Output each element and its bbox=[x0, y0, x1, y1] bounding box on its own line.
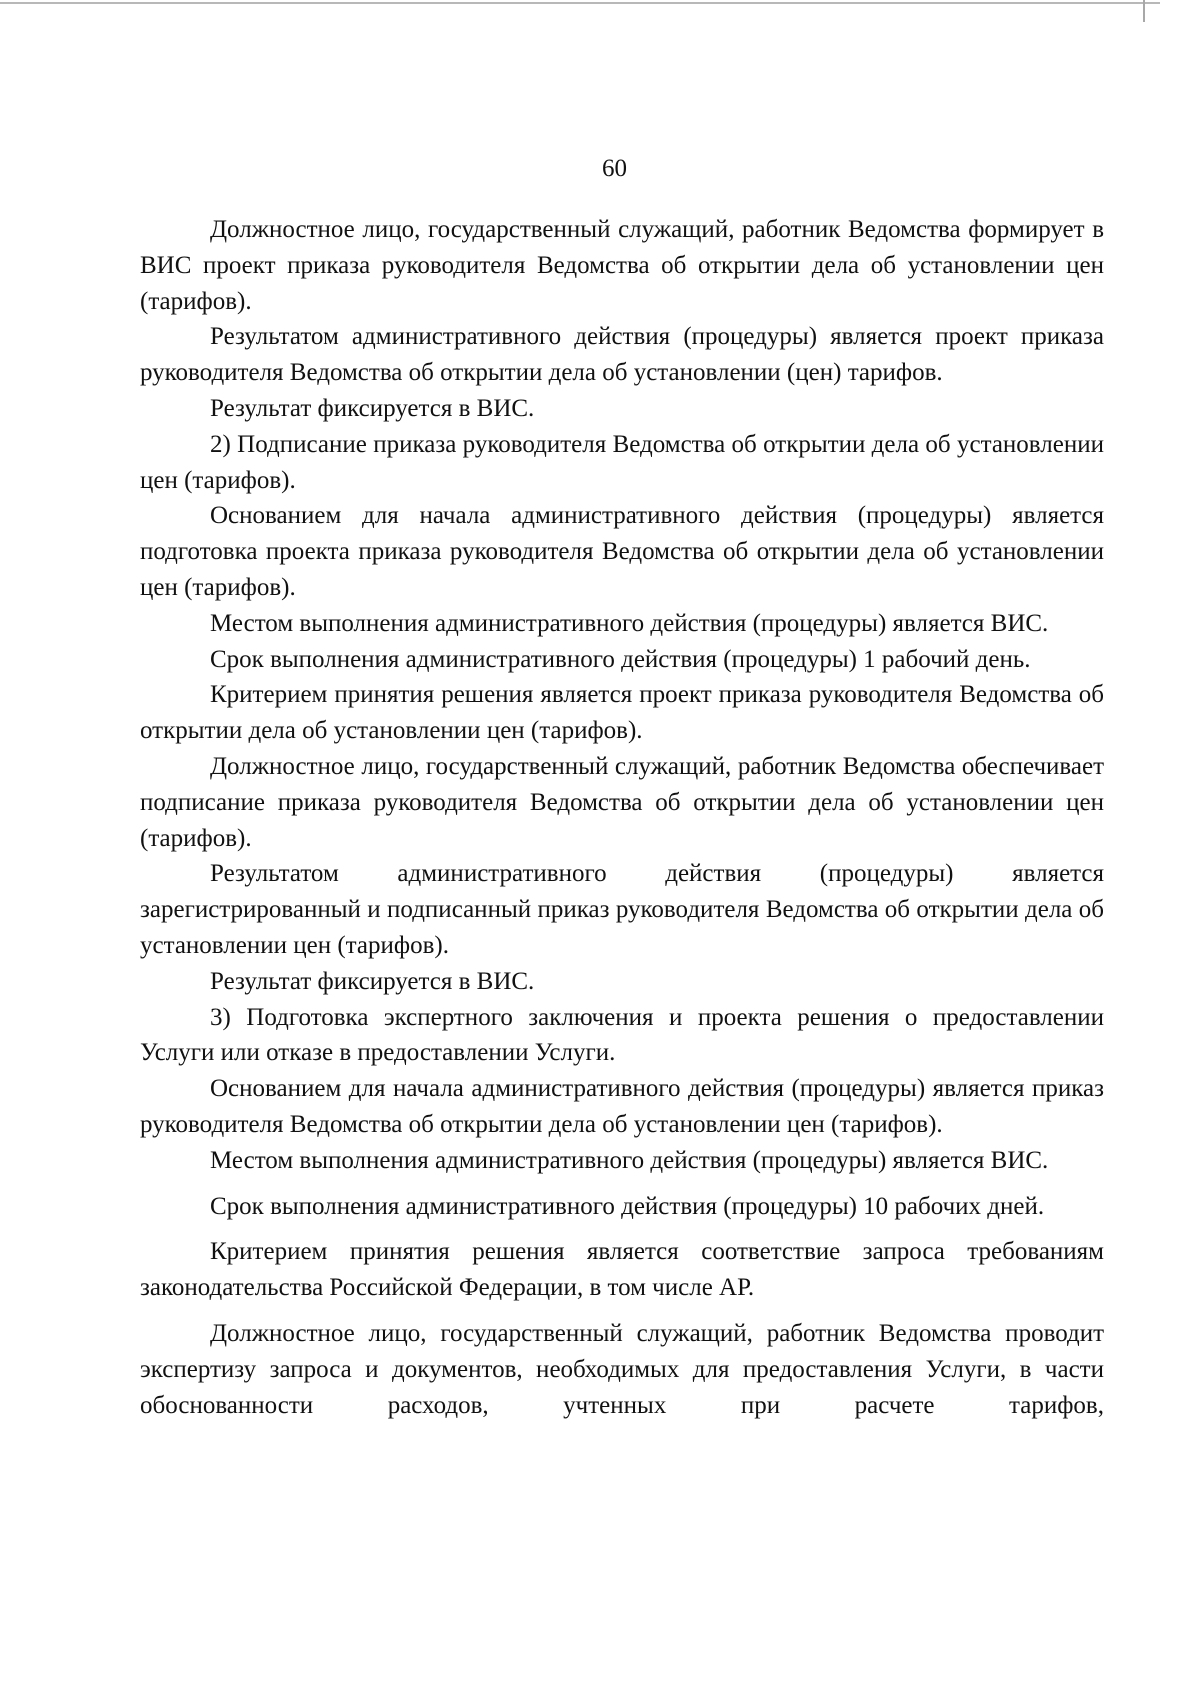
paragraph: Срок выполнения административного действия (процедуры) 10 рабочих дней. bbox=[210, 1192, 1045, 1220]
paragraph: Срок выполнения административного действия (процедуры) 1 рабочий день. bbox=[210, 645, 1031, 673]
paragraph: Должностное лицо, государственный служащий, работник Ведомства проводит экспертизу запроса и документов, необходимых для предоставления Услуги, в части обоснованности расходов, учтенных при расчете тарифов, bbox=[140, 1319, 1104, 1419]
paragraph: Результат фиксируется в ВИС. bbox=[210, 394, 535, 422]
paragraph: Результатом административного действия (процедуры) является зарегистрированный и подписанный приказ руководителя Ведомства об открытии дела об установлении цен (тарифов). bbox=[140, 860, 1104, 959]
paragraph: Результат фиксируется в ВИС. bbox=[210, 967, 535, 995]
paragraph: Критерием принятия решения является соответствие запроса требованиям законодательства Российской Федерации, в том числе АР. bbox=[140, 1238, 1104, 1302]
document-body bbox=[140, 212, 1104, 1423]
paragraph: 3) Подготовка экспертного заключения и проекта решения о предоставлении Услуги или отказе в предоставлении Услуги. bbox=[140, 1003, 1104, 1067]
paragraph: 2) Подписание приказа руководителя Ведомства об открытии дела об установлении цен (тарифов). bbox=[140, 430, 1104, 494]
page-number: 60 bbox=[602, 155, 627, 182]
paragraph: Должностное лицо, государственный служащий, работник Ведомства обеспечивает подписание приказа руководителя Ведомства об открытии дела об установлении цен (тарифов). bbox=[140, 752, 1104, 852]
scan-edge-mark bbox=[1143, 0, 1145, 22]
paragraph: Местом выполнения административного действия (процедуры) является ВИС. bbox=[210, 609, 1049, 637]
paragraph: Основанием для начала административного действия (процедуры) является подготовка проекта приказа руководителя Ведомства об открытии дела об установлении цен (тарифов). bbox=[140, 502, 1104, 601]
paragraph: Основанием для начала административного действия (процедуры) является приказ руководителя Ведомства об открытии дела об установлении цен (тарифов). bbox=[140, 1075, 1104, 1138]
paragraph: Должностное лицо, государственный служащий, работник Ведомства формирует в ВИС проект приказа руководителя Ведомства об открытии дела об установлении цен (тарифов). bbox=[140, 216, 1104, 315]
paragraph: Местом выполнения административного действия (процедуры) является ВИС. bbox=[210, 1146, 1049, 1174]
paragraph: Результатом административного действия (процедуры) является проект приказа руководителя Ведомства об открытии дела об установлении (цен) тарифов. bbox=[140, 323, 1104, 387]
scan-edge-line bbox=[0, 2, 1160, 4]
paragraph: Критерием принятия решения является проект приказа руководителя Ведомства об открытии дела об установлении цен (тарифов). bbox=[140, 681, 1104, 745]
